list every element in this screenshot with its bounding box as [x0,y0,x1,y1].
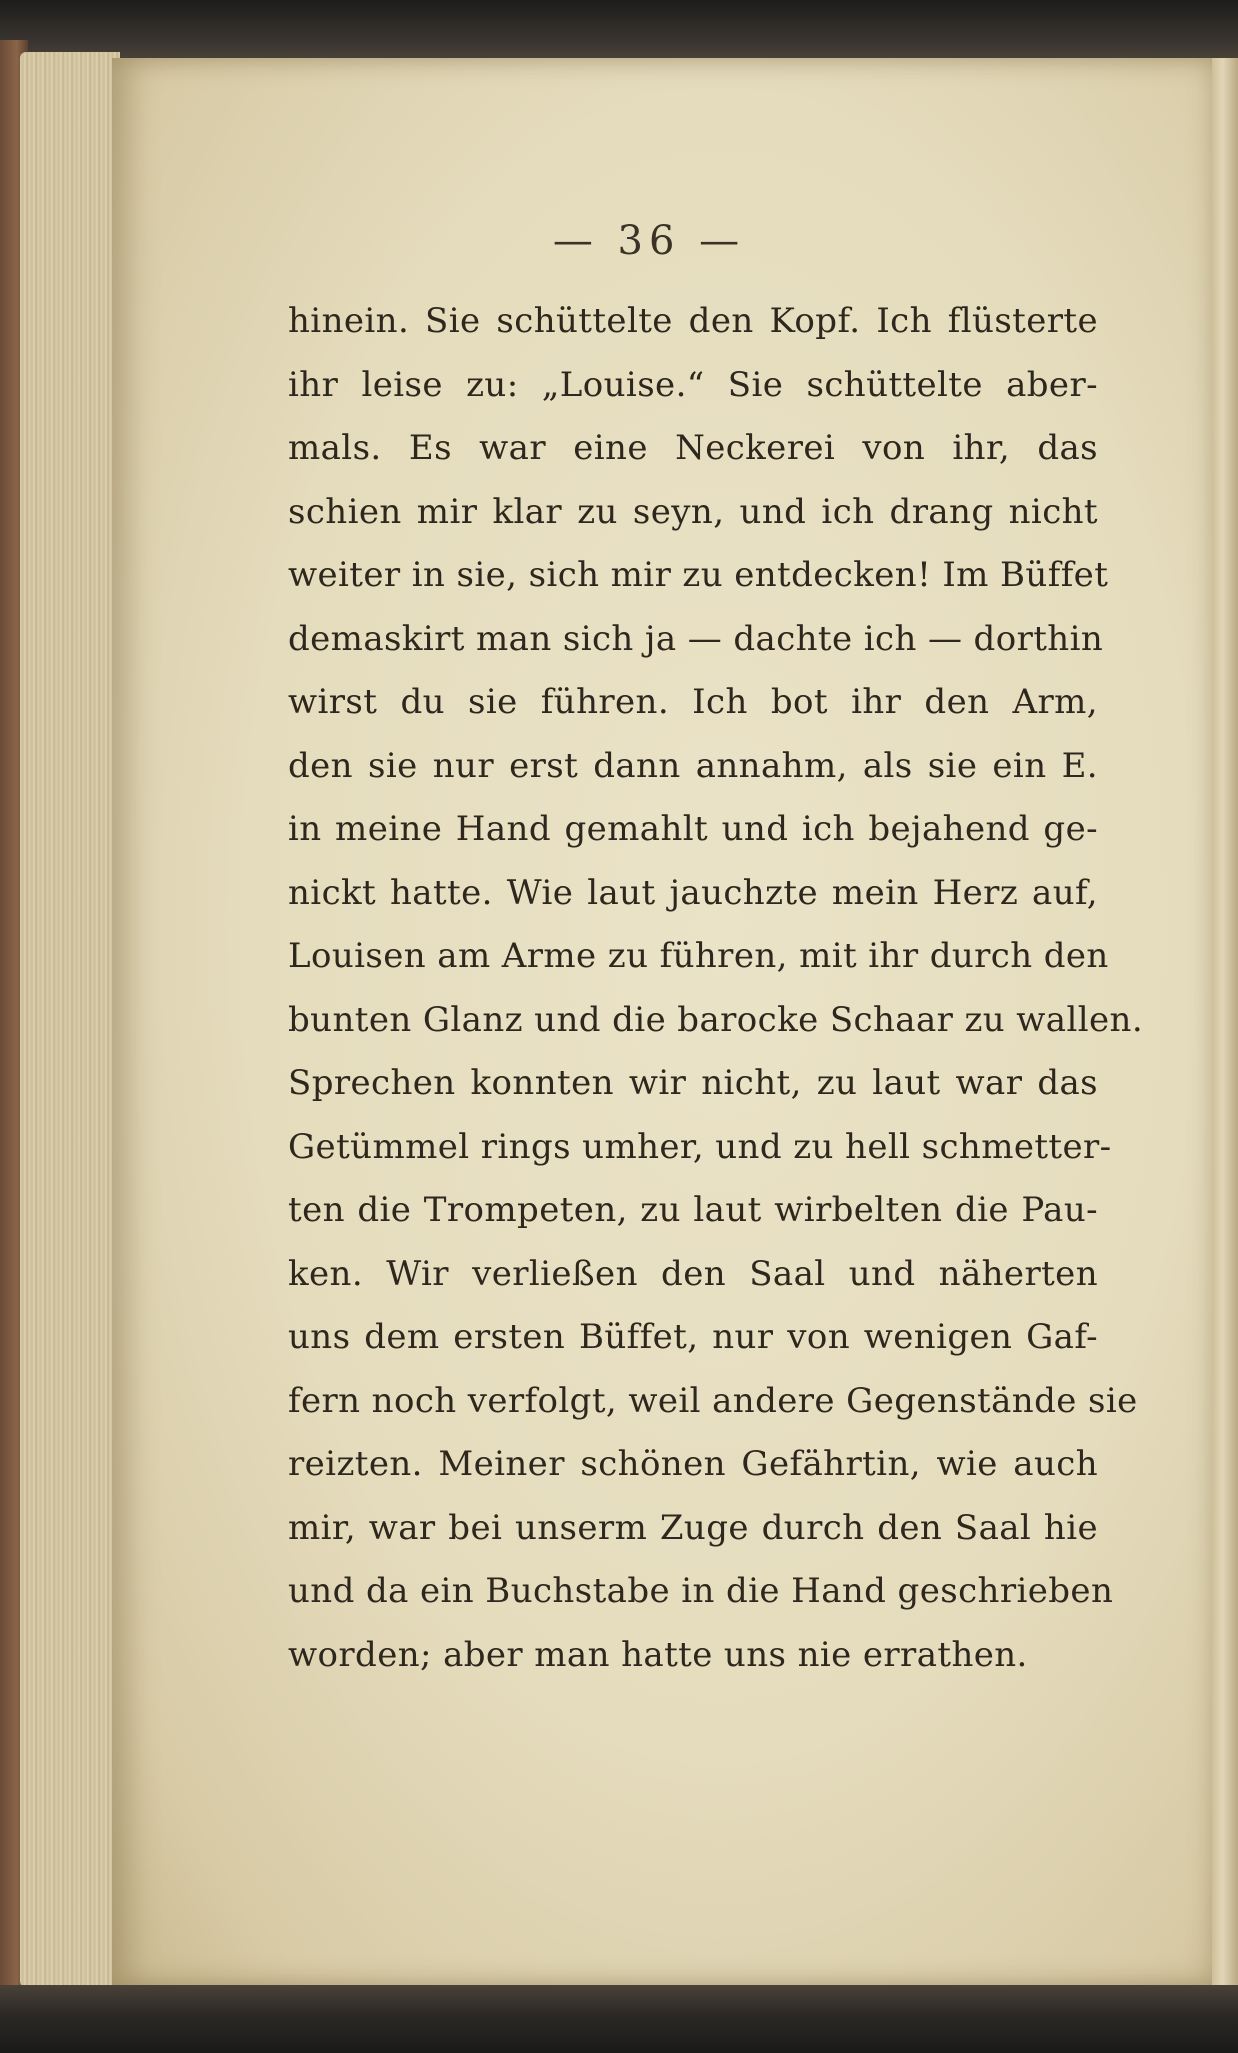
text-line: uns dem ersten Büffet, nur von wenigen Gaf- [288,1317,1098,1357]
text-line: reizten. Meiner schönen Gefährtin, wie auch [288,1444,1098,1484]
text-line: worden; aber man hatte uns nie errathen. [288,1634,1028,1675]
text-line: ken. Wir verließen den Saal und näherten [288,1253,1098,1294]
text-line: in meine Hand gemahlt und ich bejahend ge- [288,809,1098,849]
text-line: Sprechen konnten wir nicht, zu laut war das [288,1063,1098,1103]
text-line: nickt hatte. Wie laut jauchzte mein Herz auf, [288,872,1098,913]
text-line: demaskirt man sich ja — dachte ich — dorthin [288,618,1104,659]
text-line: wirst du sie führen. Ich bot ihr den Arm, [288,682,1098,722]
text-line: Getümmel rings umher, und zu hell schmetter- [288,1126,1112,1167]
text-line: hinein. Sie schüttelte den Kopf. Ich flüsterte [288,301,1098,341]
text-line: fern noch verfolgt, weil andere Gegenstände sie [288,1380,1138,1421]
page-stack-edge [20,52,120,1987]
page-right-edge [1212,58,1238,1986]
text-line: mir, war bei unserm Zuge durch den Saal hie [288,1507,1098,1548]
text-line: mals. Es war eine Neckerei von ihr, das [288,428,1098,468]
book-cover-bottom [0,1985,1238,2053]
text-line: den sie nur erst dann annahm, als sie ein E. [288,745,1098,786]
page-number: — 36 — [552,218,746,264]
text-line: Louisen am Arme zu führen, mit ihr durch den [288,936,1109,976]
book-cover-top [0,0,1238,60]
body-text [288,290,1144,1687]
text-line: ten die Trompeten, zu laut wirbelten die Pau- [288,1190,1098,1230]
text-line: ihr leise zu: „Louise.“ Sie schüttelte aber- [288,364,1098,405]
text-line: schien mir klar zu seyn, und ich drang nicht [288,491,1098,532]
text-line: und da ein Buchstabe in die Hand geschrieben [288,1571,1114,1611]
text-line: weiter in sie, sich mir zu entdecken! Im Büffet [288,555,1109,595]
text-line: bunten Glanz und die barocke Schaar zu wallen. [288,999,1144,1040]
